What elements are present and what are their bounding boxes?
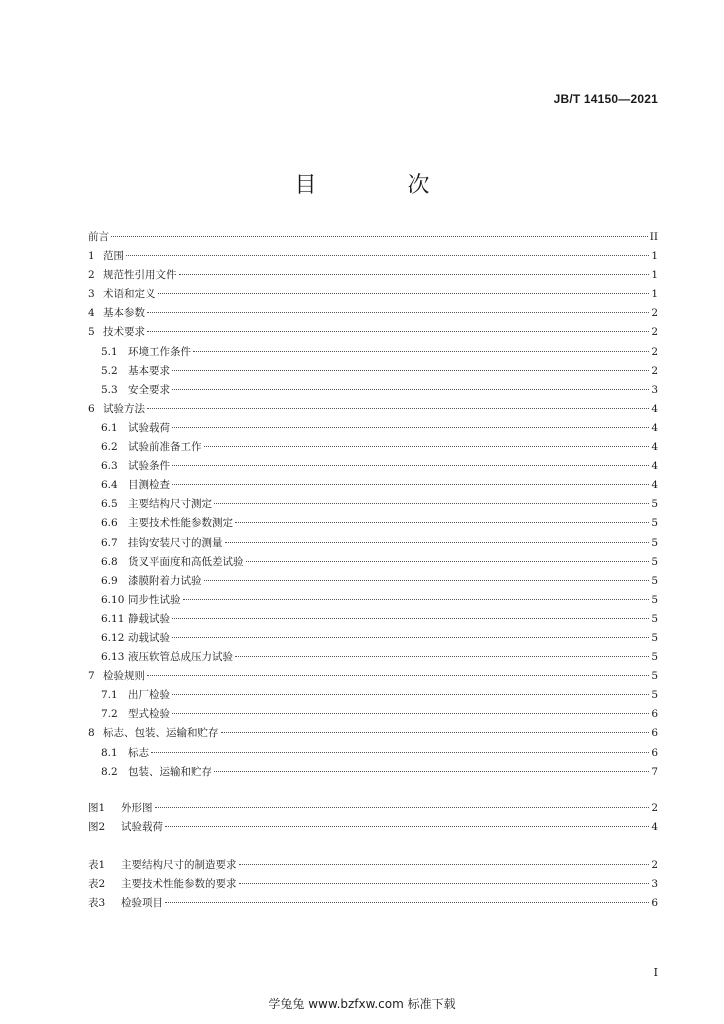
entry-title: 环境工作条件 bbox=[128, 345, 191, 358]
entry-title: 试验载荷 bbox=[128, 421, 170, 434]
dot-leader bbox=[155, 806, 650, 808]
entry-number: 6.4 bbox=[101, 479, 118, 492]
entry-number: 5 bbox=[88, 326, 95, 339]
toc-entry[interactable] bbox=[88, 610, 658, 629]
entry-number: 7.2 bbox=[101, 708, 118, 721]
entry-title: 试验载荷 bbox=[121, 821, 163, 834]
toc-entry[interactable] bbox=[88, 400, 658, 419]
table-entry[interactable] bbox=[88, 856, 658, 875]
toc-entry[interactable] bbox=[88, 285, 658, 304]
entry-number: 6.12 bbox=[101, 631, 125, 644]
entry-page-number: 1 bbox=[651, 269, 658, 282]
entry-title: 同步性试验 bbox=[128, 593, 181, 606]
entry-page-number: 2 bbox=[651, 307, 658, 320]
entry-title: 漆膜附着力试验 bbox=[128, 574, 202, 587]
entry-page-number: 7 bbox=[651, 765, 658, 778]
dot-leader bbox=[214, 770, 649, 772]
dot-leader bbox=[172, 388, 649, 390]
entry-title: 标志 bbox=[128, 746, 149, 759]
entry-number: 7 bbox=[88, 670, 95, 683]
dot-leader bbox=[158, 292, 650, 294]
toc-entry[interactable] bbox=[88, 247, 658, 266]
entry-number: 8.2 bbox=[101, 765, 118, 778]
entry-number: 6.6 bbox=[101, 517, 118, 530]
entry-title: 术语和定义 bbox=[103, 288, 156, 301]
dot-leader bbox=[172, 464, 649, 466]
entry-title: 包装、运输和贮存 bbox=[128, 765, 212, 778]
entry-title: 主要结构尺寸的制造要求 bbox=[121, 859, 237, 871]
entry-page-number: 3 bbox=[651, 878, 658, 891]
dot-leader bbox=[147, 311, 649, 313]
entry-page-number: 5 bbox=[651, 612, 658, 625]
entry-title: 货叉平面度和高低差试验 bbox=[128, 555, 244, 568]
entry-number: 图2 bbox=[88, 821, 106, 834]
table-list bbox=[88, 856, 658, 913]
dot-leader bbox=[151, 751, 649, 753]
entry-number: 6.5 bbox=[101, 498, 118, 511]
entry-number: 5.2 bbox=[101, 364, 118, 377]
entry-title: 主要技术性能参数的要求 bbox=[121, 878, 237, 891]
entry-page-number: 4 bbox=[651, 402, 658, 415]
entry-page-number: 5 bbox=[651, 670, 658, 683]
entry-number: 6.1 bbox=[101, 421, 118, 434]
entry-number: 表2 bbox=[88, 878, 106, 891]
toc-list bbox=[88, 228, 658, 782]
entry-page-number: 5 bbox=[651, 593, 658, 606]
dot-leader bbox=[147, 330, 649, 332]
entry-title: 主要技术性能参数测定 bbox=[128, 517, 233, 530]
entry-number: 6.7 bbox=[101, 536, 118, 549]
entry-number: 表3 bbox=[88, 897, 106, 910]
entry-number: 5.1 bbox=[101, 345, 118, 358]
dot-leader bbox=[172, 693, 649, 695]
entry-number: 5.3 bbox=[101, 383, 118, 396]
entry-title: 外形图 bbox=[121, 802, 153, 814]
entry-page-number: 3 bbox=[651, 383, 658, 396]
figure-entry[interactable] bbox=[88, 799, 658, 818]
toc-entry[interactable] bbox=[88, 381, 658, 400]
entry-page-number: 4 bbox=[651, 479, 658, 492]
entry-title: 出厂检验 bbox=[128, 689, 170, 702]
dot-leader bbox=[111, 235, 648, 237]
dot-leader bbox=[235, 521, 649, 523]
entry-title: 试验前准备工作 bbox=[128, 441, 202, 454]
entry-number: 表1 bbox=[88, 859, 106, 871]
entry-page-number: 4 bbox=[651, 821, 658, 834]
entry-title: 前言 bbox=[88, 231, 109, 243]
dot-leader bbox=[172, 636, 649, 638]
entry-number: 1 bbox=[88, 250, 95, 263]
dot-leader bbox=[172, 426, 649, 428]
dot-leader bbox=[225, 541, 650, 543]
entry-number: 6.10 bbox=[101, 593, 125, 606]
entry-title: 静载试验 bbox=[128, 612, 170, 625]
toc-entry[interactable] bbox=[88, 419, 658, 438]
dot-leader bbox=[204, 445, 650, 447]
entry-page-number: 5 bbox=[651, 555, 658, 568]
entry-page-number: 5 bbox=[651, 631, 658, 644]
toc-entry[interactable] bbox=[88, 438, 658, 457]
entry-title: 动载试验 bbox=[128, 631, 170, 644]
entry-page-number: 2 bbox=[651, 345, 658, 358]
entry-page-number: 4 bbox=[651, 421, 658, 434]
toc-entry[interactable] bbox=[88, 705, 658, 724]
entry-page-number: 5 bbox=[651, 498, 658, 511]
entry-title: 检验规则 bbox=[103, 670, 145, 683]
toc-entry[interactable] bbox=[88, 304, 658, 323]
entry-number: 2 bbox=[88, 269, 95, 282]
dot-leader bbox=[165, 901, 649, 903]
entry-title: 目测检查 bbox=[128, 479, 170, 492]
entry-page-number: 1 bbox=[651, 250, 658, 263]
entry-page-number: 4 bbox=[651, 441, 658, 454]
entry-title: 液压软管总成压力试验 bbox=[128, 651, 233, 664]
entry-title: 试验条件 bbox=[128, 460, 170, 473]
toc-entry[interactable] bbox=[88, 591, 658, 610]
dot-leader bbox=[165, 825, 649, 827]
entry-title: 试验方法 bbox=[103, 402, 145, 415]
entry-number: 7.1 bbox=[101, 689, 118, 702]
entry-page-number: 5 bbox=[651, 574, 658, 587]
entry-page-number: 5 bbox=[651, 689, 658, 702]
entry-page-number: 2 bbox=[651, 802, 658, 814]
entry-number: 6.8 bbox=[101, 555, 118, 568]
page-number: I bbox=[653, 966, 658, 979]
entry-title: 基本要求 bbox=[128, 364, 170, 377]
toc-entry[interactable] bbox=[88, 534, 658, 553]
entry-page-number: 6 bbox=[651, 746, 658, 759]
toc-entry[interactable] bbox=[88, 744, 658, 763]
toc-entry[interactable] bbox=[88, 266, 658, 285]
entry-number: 6.2 bbox=[101, 441, 118, 454]
dot-leader bbox=[172, 369, 649, 371]
entry-title: 型式检验 bbox=[128, 708, 170, 721]
table-entry[interactable] bbox=[88, 875, 658, 894]
dot-leader bbox=[183, 598, 650, 600]
entry-title: 基本参数 bbox=[103, 307, 145, 320]
watermark-text: 学兔兔 www.bzfxw.com 标准下载 bbox=[268, 997, 456, 1011]
toc-entry[interactable] bbox=[88, 476, 658, 495]
dot-leader bbox=[239, 863, 650, 865]
entry-number: 6.11 bbox=[101, 612, 125, 625]
entry-page-number: 5 bbox=[651, 517, 658, 530]
entry-number: 6 bbox=[88, 402, 95, 415]
dot-leader bbox=[235, 655, 649, 657]
entry-title: 安全要求 bbox=[128, 383, 170, 396]
dot-leader bbox=[204, 579, 650, 581]
toc-entry[interactable] bbox=[88, 553, 658, 572]
dot-leader bbox=[172, 617, 649, 619]
toc-entry[interactable] bbox=[88, 457, 658, 476]
dot-leader bbox=[179, 273, 650, 275]
toc-entry[interactable] bbox=[88, 362, 658, 381]
entry-page-number: 2 bbox=[651, 364, 658, 377]
entry-title: 标志、包装、运输和贮存 bbox=[103, 727, 219, 740]
entry-page-number: 2 bbox=[651, 326, 658, 339]
figure-list bbox=[88, 799, 658, 837]
toc-entry[interactable] bbox=[88, 629, 658, 648]
dot-leader bbox=[172, 712, 649, 714]
entry-page-number: 6 bbox=[651, 727, 658, 740]
entry-title: 范围 bbox=[103, 250, 124, 263]
dot-leader bbox=[147, 674, 649, 676]
dot-leader bbox=[193, 350, 649, 352]
toc-entry[interactable] bbox=[88, 228, 658, 247]
entry-number: 6.9 bbox=[101, 574, 118, 587]
entry-title: 检验项目 bbox=[121, 897, 163, 910]
toc-entry[interactable] bbox=[88, 343, 658, 362]
entry-number: 8.1 bbox=[101, 746, 118, 759]
toc-entry[interactable] bbox=[88, 514, 658, 533]
dot-leader bbox=[172, 483, 649, 485]
standard-code: JB/T 14150—2021 bbox=[553, 92, 658, 106]
toc-entry[interactable] bbox=[88, 724, 658, 743]
entry-title: 规范性引用文件 bbox=[103, 269, 177, 282]
entry-page-number: II bbox=[649, 231, 658, 243]
toc-entry[interactable] bbox=[88, 686, 658, 705]
entry-number: 6.3 bbox=[101, 460, 118, 473]
toc-entry[interactable] bbox=[88, 323, 658, 342]
dot-leader bbox=[221, 731, 650, 733]
entry-title: 技术要求 bbox=[103, 326, 145, 339]
table-entry[interactable] bbox=[88, 894, 658, 913]
toc-entry[interactable] bbox=[88, 667, 658, 686]
dot-leader bbox=[239, 882, 650, 884]
page-title: 目 次 bbox=[294, 173, 472, 198]
toc-entry[interactable] bbox=[88, 763, 658, 782]
entry-page-number: 5 bbox=[651, 651, 658, 664]
entry-number: 3 bbox=[88, 288, 95, 301]
figure-entry[interactable] bbox=[88, 818, 658, 837]
entry-page-number: 1 bbox=[651, 288, 658, 301]
dot-leader bbox=[147, 407, 649, 409]
entry-title: 主要结构尺寸测定 bbox=[128, 498, 212, 511]
toc-entry[interactable] bbox=[88, 495, 658, 514]
entry-page-number: 4 bbox=[651, 460, 658, 473]
dot-leader bbox=[126, 254, 649, 256]
entry-page-number: 6 bbox=[651, 897, 658, 910]
toc-entry[interactable] bbox=[88, 648, 658, 667]
toc-entry[interactable] bbox=[88, 572, 658, 591]
dot-leader bbox=[246, 560, 650, 562]
entry-number: 8 bbox=[88, 727, 95, 740]
entry-page-number: 2 bbox=[651, 859, 658, 871]
entry-number: 图1 bbox=[88, 802, 106, 814]
entry-page-number: 6 bbox=[651, 708, 658, 721]
entry-number: 6.13 bbox=[101, 651, 125, 664]
dot-leader bbox=[214, 502, 649, 504]
entry-title: 挂钩安装尺寸的测量 bbox=[128, 536, 223, 549]
entry-page-number: 5 bbox=[651, 536, 658, 549]
entry-number: 4 bbox=[88, 307, 95, 320]
